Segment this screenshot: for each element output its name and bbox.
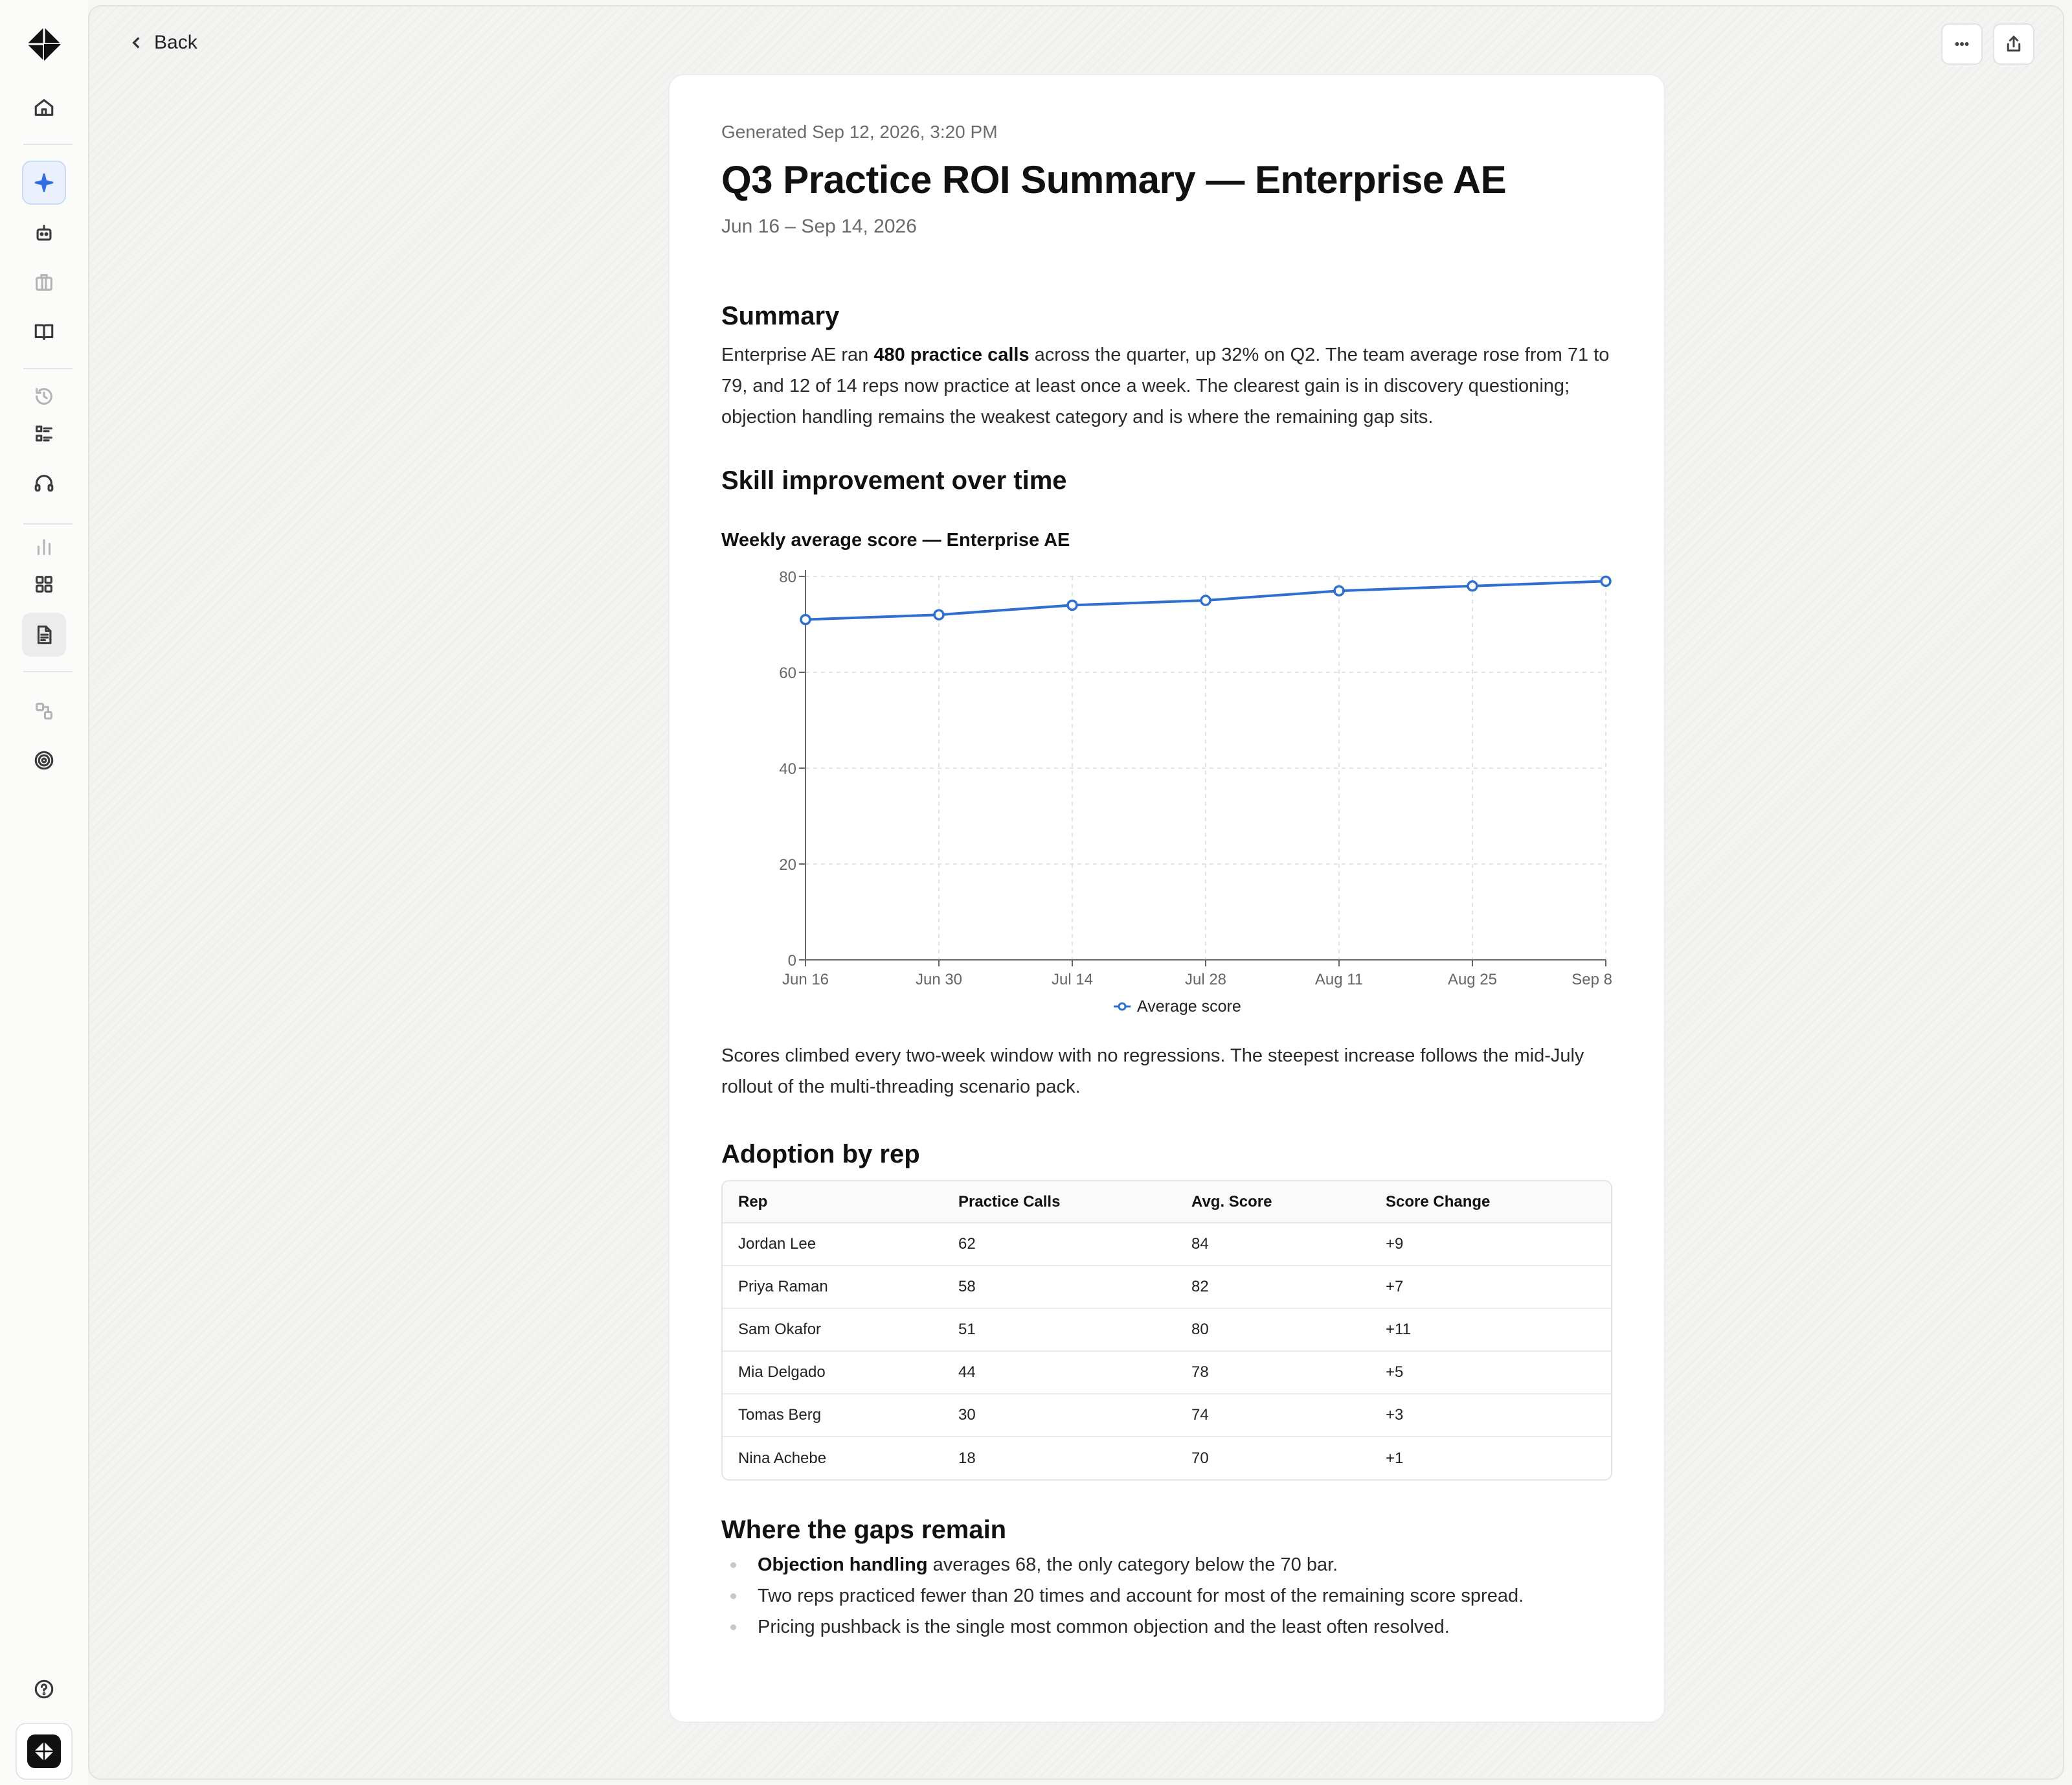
cell-calls: 30 [943,1394,1176,1437]
adoption-table [721,1180,1612,1481]
generated-timestamp: Generated Sep 12, 2026, 3:20 PM [721,122,998,142]
table-row [723,1437,1611,1479]
cell-score: 78 [1176,1351,1370,1394]
cell-calls: 51 [943,1308,1176,1351]
data-point [1601,576,1610,586]
sidebar-divider [23,144,73,145]
y-tick-label: 80 [779,569,796,586]
cell-rep: Jordan Lee [723,1223,943,1266]
book-icon[interactable] [22,310,66,354]
cell-change: +1 [1386,1449,1404,1467]
x-tick-label: Aug 25 [1447,971,1498,988]
share-button[interactable] [1993,23,2034,65]
report-card [668,74,1665,1723]
y-tick-label: 40 [779,760,796,778]
sparkle-icon[interactable] [22,161,66,205]
robot-icon[interactable] [22,211,66,255]
cell-rep: Sam Okafor [723,1308,943,1351]
cell-score: 82 [1176,1266,1370,1308]
y-tick-label: 60 [779,665,796,682]
cell-rep: Mia Delgado [723,1351,943,1394]
briefcase-icon[interactable] [22,260,66,304]
more-horizontal-icon [1952,34,1972,54]
y-tick-label: 0 [787,952,796,970]
data-point [1334,586,1344,595]
gaps-list [721,1549,1612,1643]
date-range: Jun 16 – Sep 14, 2026 [721,216,917,237]
chart-note: Scores climbed every two-week window with no regressions. The steepest increase follows the mid-July rollout of the multi-threading scenario pack. [721,1045,1584,1097]
table-row [723,1351,1611,1394]
x-tick-label: Jul 14 [1051,971,1094,988]
line-chart [721,558,1615,1016]
chevron-left-icon [128,34,145,51]
workspace-logo-icon [27,1734,61,1768]
cell-change: +3 [1370,1394,1611,1437]
workspace-switcher[interactable] [16,1723,73,1780]
cell-rep: Priya Raman [723,1266,943,1308]
legend-label: Average score [1137,997,1241,1016]
back-button[interactable] [128,28,197,57]
home-icon[interactable] [22,85,66,130]
cell-calls: 44 [943,1351,1176,1394]
cell-score: 74 [1176,1394,1370,1437]
main-panel [88,5,2064,1780]
cell-change: +5 [1370,1351,1611,1394]
col-header-practice-calls: Practice Calls [943,1181,1176,1223]
data-point [1468,582,1477,591]
x-tick-label: Jun 16 [782,971,829,988]
table-row [723,1308,1611,1351]
adoption-heading: Adoption by rep [721,1140,920,1168]
gaps-heading: Where the gaps remain [721,1516,1007,1544]
legend-marker [1119,1003,1125,1010]
skill-heading: Skill improvement over time [721,466,1067,495]
sidebar-divider [23,671,73,672]
more-options-button[interactable] [1941,23,1983,65]
x-tick-label: Sep 8 [1571,971,1612,988]
cell-score: 70 [1191,1449,1209,1467]
table-row [723,1394,1611,1437]
data-point [1201,596,1210,605]
y-tick-label: 20 [779,856,796,874]
data-point [801,615,810,624]
cell-change: +9 [1370,1223,1611,1266]
list-item: Pricing pushback is the single most common objection and the least often resolved. [721,1611,1612,1643]
cell-calls: 18 [958,1449,976,1467]
col-header-score-change: Score Change [1370,1181,1611,1223]
summary-paragraph: Enterprise AE ran 480 practice calls across the quarter, up 32% on Q2. The team average rose from 71 to 79, and 12 of 14 reps now practice at least once a week. The clearest gain is in discovery questioning; objection handling remains the weakest category and is where the remaining gap sits. [721,345,1610,427]
data-point [934,610,943,619]
data-point [1068,600,1077,609]
report-title: Q3 Practice ROI Summary — Enterprise AE [721,158,1507,201]
sidebar [0,0,88,1785]
x-tick-label: Jul 28 [1184,971,1227,988]
cell-change: +7 [1370,1266,1611,1308]
back-label: Back [154,32,197,53]
cell-calls: 58 [943,1266,1176,1308]
chart-title: Weekly average score — Enterprise AE [721,530,1070,551]
target-icon[interactable] [22,738,66,782]
cell-change: +11 [1370,1308,1611,1351]
cell-score: 80 [1176,1308,1370,1351]
list-item: Objection handling averages 68, the only category below the 70 bar. [721,1549,1612,1580]
x-tick-label: Aug 11 [1314,971,1364,988]
cell-calls: 62 [943,1223,1176,1266]
checklist-icon[interactable] [22,412,66,456]
sidebar-divider [23,368,73,369]
help-icon[interactable] [22,1667,66,1711]
share-icon [2004,34,2023,54]
cell-score: 84 [1176,1223,1370,1266]
chart-svg [721,558,1615,1025]
grid-icon[interactable] [22,562,66,606]
document-icon[interactable] [22,613,66,657]
app-logo-icon[interactable] [26,26,62,62]
table-header-row [723,1181,1611,1223]
cell-rep: Tomas Berg [723,1394,943,1437]
col-header-avg-score: Avg. Score [1176,1181,1370,1223]
summary-heading: Summary [721,302,840,330]
list-item: Two reps practiced fewer than 20 times and account for most of the remaining score spread. [721,1580,1612,1611]
integrations-icon[interactable] [22,689,66,733]
table-row [723,1223,1611,1266]
headset-icon[interactable] [22,461,66,505]
col-header-rep: Rep [723,1181,943,1223]
table-row [723,1266,1611,1308]
cell-rep: Nina Achebe [738,1449,827,1467]
x-tick-label: Jun 30 [915,971,963,988]
